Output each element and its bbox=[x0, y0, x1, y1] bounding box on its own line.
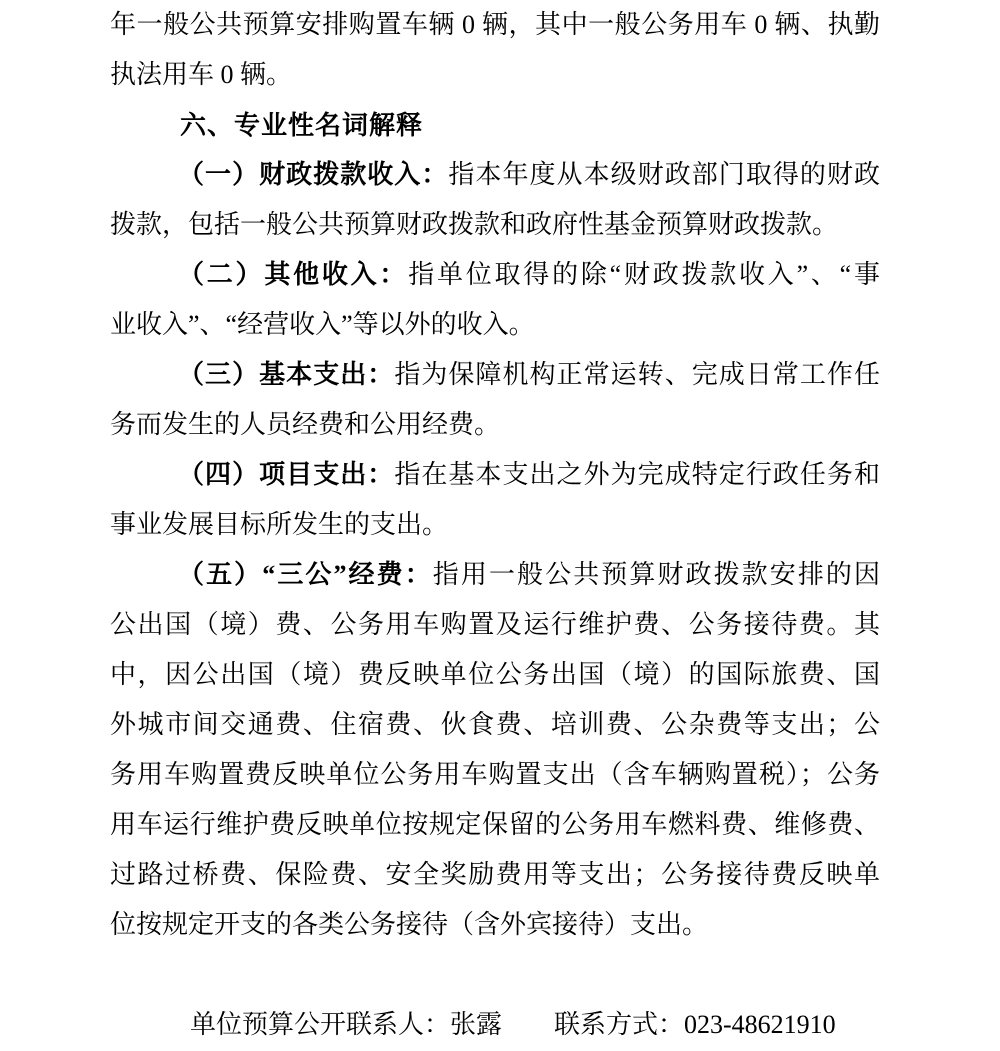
term-line: 外城市间交通费、住宿费、伙食费、培训费、公杂费等支出；公 bbox=[110, 710, 880, 739]
term-first-line bbox=[110, 150, 880, 200]
term-label: （四）项目支出： bbox=[178, 460, 395, 489]
term-line: 用车运行维护费反映单位按规定保留的公务用车燃料费、维修费、 bbox=[110, 810, 880, 839]
term-text: 指单位取得的除“财政拨款收入”、“事 bbox=[408, 260, 880, 289]
term-first-line bbox=[110, 550, 880, 600]
contact-line bbox=[110, 1000, 880, 1050]
term-line: 务用车购置费反映单位公务用车购置支出（含车辆购置税）；公务 bbox=[110, 760, 880, 789]
blank-line bbox=[110, 950, 880, 1000]
intro-line: 执法用车 0 辆。 bbox=[110, 60, 293, 89]
contact-phone: 联系方式：023-48621910 bbox=[554, 1010, 836, 1039]
intro-line: 年一般公共预算安排购置车辆 0 辆，其中一般公务用车 0 辆、执勤 bbox=[110, 10, 880, 39]
term-text: 指本年度从本级财政部门取得的财政 bbox=[448, 160, 880, 189]
term-label: （一）财政拨款收入： bbox=[178, 160, 449, 189]
document-page bbox=[110, 0, 880, 1050]
term-label: （三）基本支出： bbox=[178, 360, 395, 389]
term-first-line bbox=[110, 450, 880, 500]
term-line: 过路过桥费、保险费、安全奖励费用等支出；公务接待费反映单 bbox=[110, 860, 880, 889]
term-label: （二）其他收入： bbox=[178, 260, 409, 289]
term-line: 业收入”、“经营收入”等以外的收入。 bbox=[110, 310, 535, 339]
term-label: （五）“三公”经费： bbox=[178, 560, 433, 589]
term-line: 拨款，包括一般公共预算财政拨款和政府性基金预算财政拨款。 bbox=[110, 210, 839, 239]
term-first-line bbox=[110, 250, 880, 300]
term-first-line bbox=[110, 350, 880, 400]
term-text: 指用一般公共预算财政拨款安排的因 bbox=[432, 560, 880, 589]
term-text: 指为保障机构正常运转、完成日常工作任 bbox=[394, 360, 880, 389]
term-line: 公出国（境）费、公务用车购置及运行维护费、公务接待费。其 bbox=[110, 610, 880, 639]
term-line: 事业发展目标所发生的支出。 bbox=[110, 510, 449, 539]
term-line: 位按规定开支的各类公务接待（含外宾接待）支出。 bbox=[110, 910, 709, 939]
contact-person: 单位预算公开联系人：张露 bbox=[190, 1010, 503, 1039]
term-line: 务而发生的人员经费和公用经费。 bbox=[110, 410, 501, 439]
term-line: 中，因公出国（境）费反映单位公务出国（境）的国际旅费、国 bbox=[110, 660, 880, 689]
term-text: 指在基本支出之外为完成特定行政任务和 bbox=[394, 460, 880, 489]
section-heading: 六、专业性名词解释 bbox=[180, 110, 424, 140]
